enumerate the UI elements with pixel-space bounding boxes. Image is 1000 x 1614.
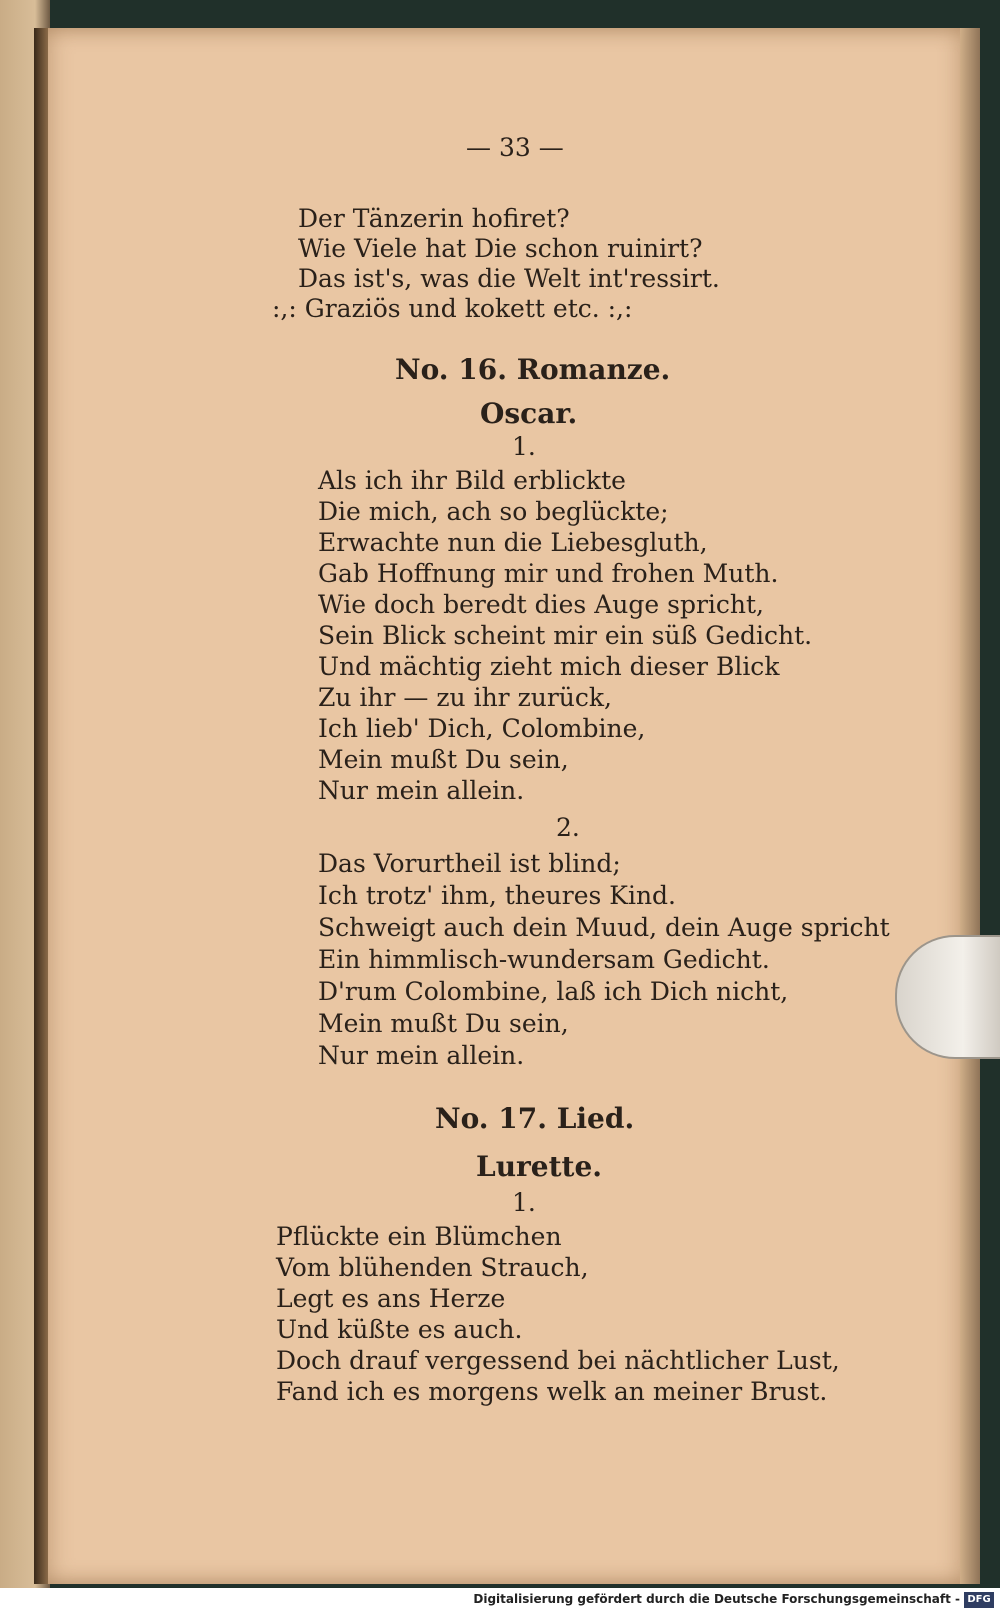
text-line: Fand ich es morgens welk an meiner Brust. <box>276 1377 828 1406</box>
text-line: Als ich ihr Bild erblickte <box>318 466 626 495</box>
text-line: Ein himmlisch-wundersam Gedicht. <box>318 945 770 974</box>
verse-number: 2. <box>556 813 580 842</box>
section-heading: No. 17. Lied. <box>435 1102 635 1135</box>
text-line: Und mächtig zieht mich dieser Blick <box>318 652 780 681</box>
text-line: D'rum Colombine, laß ich Dich nicht, <box>318 977 789 1006</box>
dfg-logo: DFG <box>964 1592 994 1608</box>
text-line: Das Vorurtheil ist blind; <box>318 849 621 878</box>
verse-number: 1. <box>512 432 536 461</box>
text-line: Pflückte ein Blümchen <box>276 1222 562 1251</box>
text-line: Mein mußt Du sein, <box>318 745 569 774</box>
text-line: Wie doch beredt dies Auge spricht, <box>318 590 764 619</box>
text-line: Nur mein allein. <box>318 776 525 805</box>
text-line: Ich lieb' Dich, Colombine, <box>318 714 646 743</box>
text-line: Gab Hoffnung mir und frohen Muth. <box>318 559 779 588</box>
text-line: Nur mein allein. <box>318 1041 525 1070</box>
text-line: Doch drauf vergessend bei nächtlicher Lust, <box>276 1346 840 1375</box>
page-clip-tab <box>895 935 1000 1059</box>
speaker-name: Lurette. <box>476 1150 603 1183</box>
page-number: — 33 — <box>466 133 564 162</box>
speaker-name: Oscar. <box>480 397 578 430</box>
text-line: :,: Graziös und kokett etc. :,: <box>272 294 633 323</box>
text-line: Und küßte es auch. <box>276 1315 523 1344</box>
text-line: Erwachte nun die Liebesgluth, <box>318 528 708 557</box>
verse-number: 1. <box>512 1188 536 1217</box>
footer-bar <box>0 1588 1000 1614</box>
text-line: Der Tänzerin hofiret? <box>298 204 570 233</box>
text-line: Schweigt auch dein Muud, dein Auge spricht <box>318 913 890 942</box>
text-line: Vom blühenden Strauch, <box>276 1253 589 1282</box>
book-spine <box>34 28 48 1584</box>
text-line: Die mich, ach so beglückte; <box>318 497 669 526</box>
page-edge-right <box>960 28 980 1584</box>
text-line: Legt es ans Herze <box>276 1284 506 1313</box>
text-line: Zu ihr — zu ihr zurück, <box>318 683 612 712</box>
text-line: Wie Viele hat Die schon ruinirt? <box>298 234 703 263</box>
footer-credit: Digitalisierung gefördert durch die Deutsche Forschungsgemeinschaft - <box>473 1592 960 1606</box>
text-line: Das ist's, was die Welt int'ressirt. <box>298 264 720 293</box>
text-line: Mein mußt Du sein, <box>318 1009 569 1038</box>
section-heading: No. 16. Romanze. <box>395 353 671 386</box>
text-line: Ich trotz' ihm, theures Kind. <box>318 881 676 910</box>
text-line: Sein Blick scheint mir ein süß Gedicht. <box>318 621 813 650</box>
